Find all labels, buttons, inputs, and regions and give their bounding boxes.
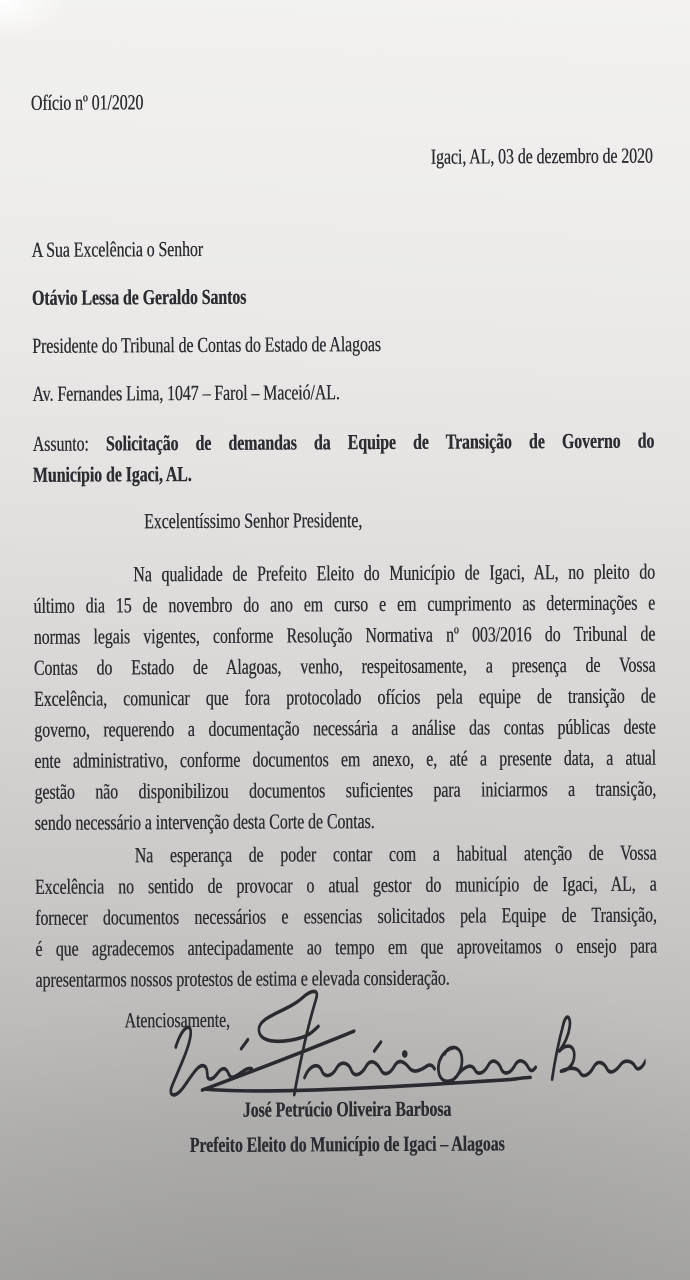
text-line: ente administrativo, conforme documentos em anexo, e, até a presente data, a atual [34,745,656,773]
salutation: Excelentíssimo Senhor Presidente, [144,508,363,534]
text-line: Contas do Estado de Alagoas, venho, respeitosamente, a presença de Vossa [33,652,656,680]
text-line: Na esperança de poder contar com a habitual atenção de Vossa [134,840,657,868]
oficio-reference: Ofício nº 01/2020 [30,90,144,115]
subject-block [33,426,655,491]
recipient-title: Presidente do Tribunal de Contas do Estado de Alagoas [32,332,381,358]
closing: Atenciosamente, [124,1007,230,1033]
subject-line-1 [33,426,655,460]
subject-label: Assunto: [32,431,106,456]
recipient-block [32,232,655,410]
dateline: Igaci, AL, 03 de dezembro de 2020 [430,143,653,169]
recipient-name: Otávio Lessa de Geraldo Santos [31,284,247,310]
recipient-honorific: A Sua Excelência o Senhor [31,236,204,262]
text-line: Na qualidade de Prefeito Eleito do Município de Igaci, AL, no pleito do [133,559,656,587]
body-paragraph-1 [33,557,656,839]
text-line: normas legais vigentes, conforme Resolução Normativa nº 003/2016 do Tribunal de [33,621,656,649]
text-line: apresentarmos nossos protestos de estima e elevada consideração. [35,965,450,992]
text-line: sendo necessário a intervenção desta Corte de Contas. [34,809,375,835]
text-line: é que agradecemos antecipadamente ao tempo em que aproveitamos o ensejo para [35,933,657,961]
signer-printed-title: Prefeito Eleito do Município de Igaci – Alagoas [189,1131,505,1158]
recipient-address: Av. Fernandes Lima, 1047 – Farol – Maceió/AL. [32,380,340,406]
text-line: fornecer documentos necessários e essencias solicitados pela Equipe de Transição, [35,902,657,930]
subject-text: Solicitação de demandas da Equipe de Transição de Governo do [105,428,655,456]
text-line: Excelência no sentido de provocar o atual gestor do município de Igaci, AL, a [34,871,657,899]
subject-line-2: Município de Igaci, AL. [32,462,192,487]
signer-printed-name: José Petrúcio Oliveira Barbosa [242,1096,452,1122]
body-paragraph-2 [35,838,657,996]
text-line: Excelência, comunicar que fora protocolado ofícios pela equipe de transição de [33,683,656,711]
text-line: gestão não disponibilizou documentos suficientes para iniciarmos a transição, [34,776,657,804]
text-line: governo, requerendo a documentação necessária a análise das contas públicas deste [34,714,656,742]
text-line: último dia 15 de novembro do ano em curso e em cumprimento as determinações e [33,590,656,618]
